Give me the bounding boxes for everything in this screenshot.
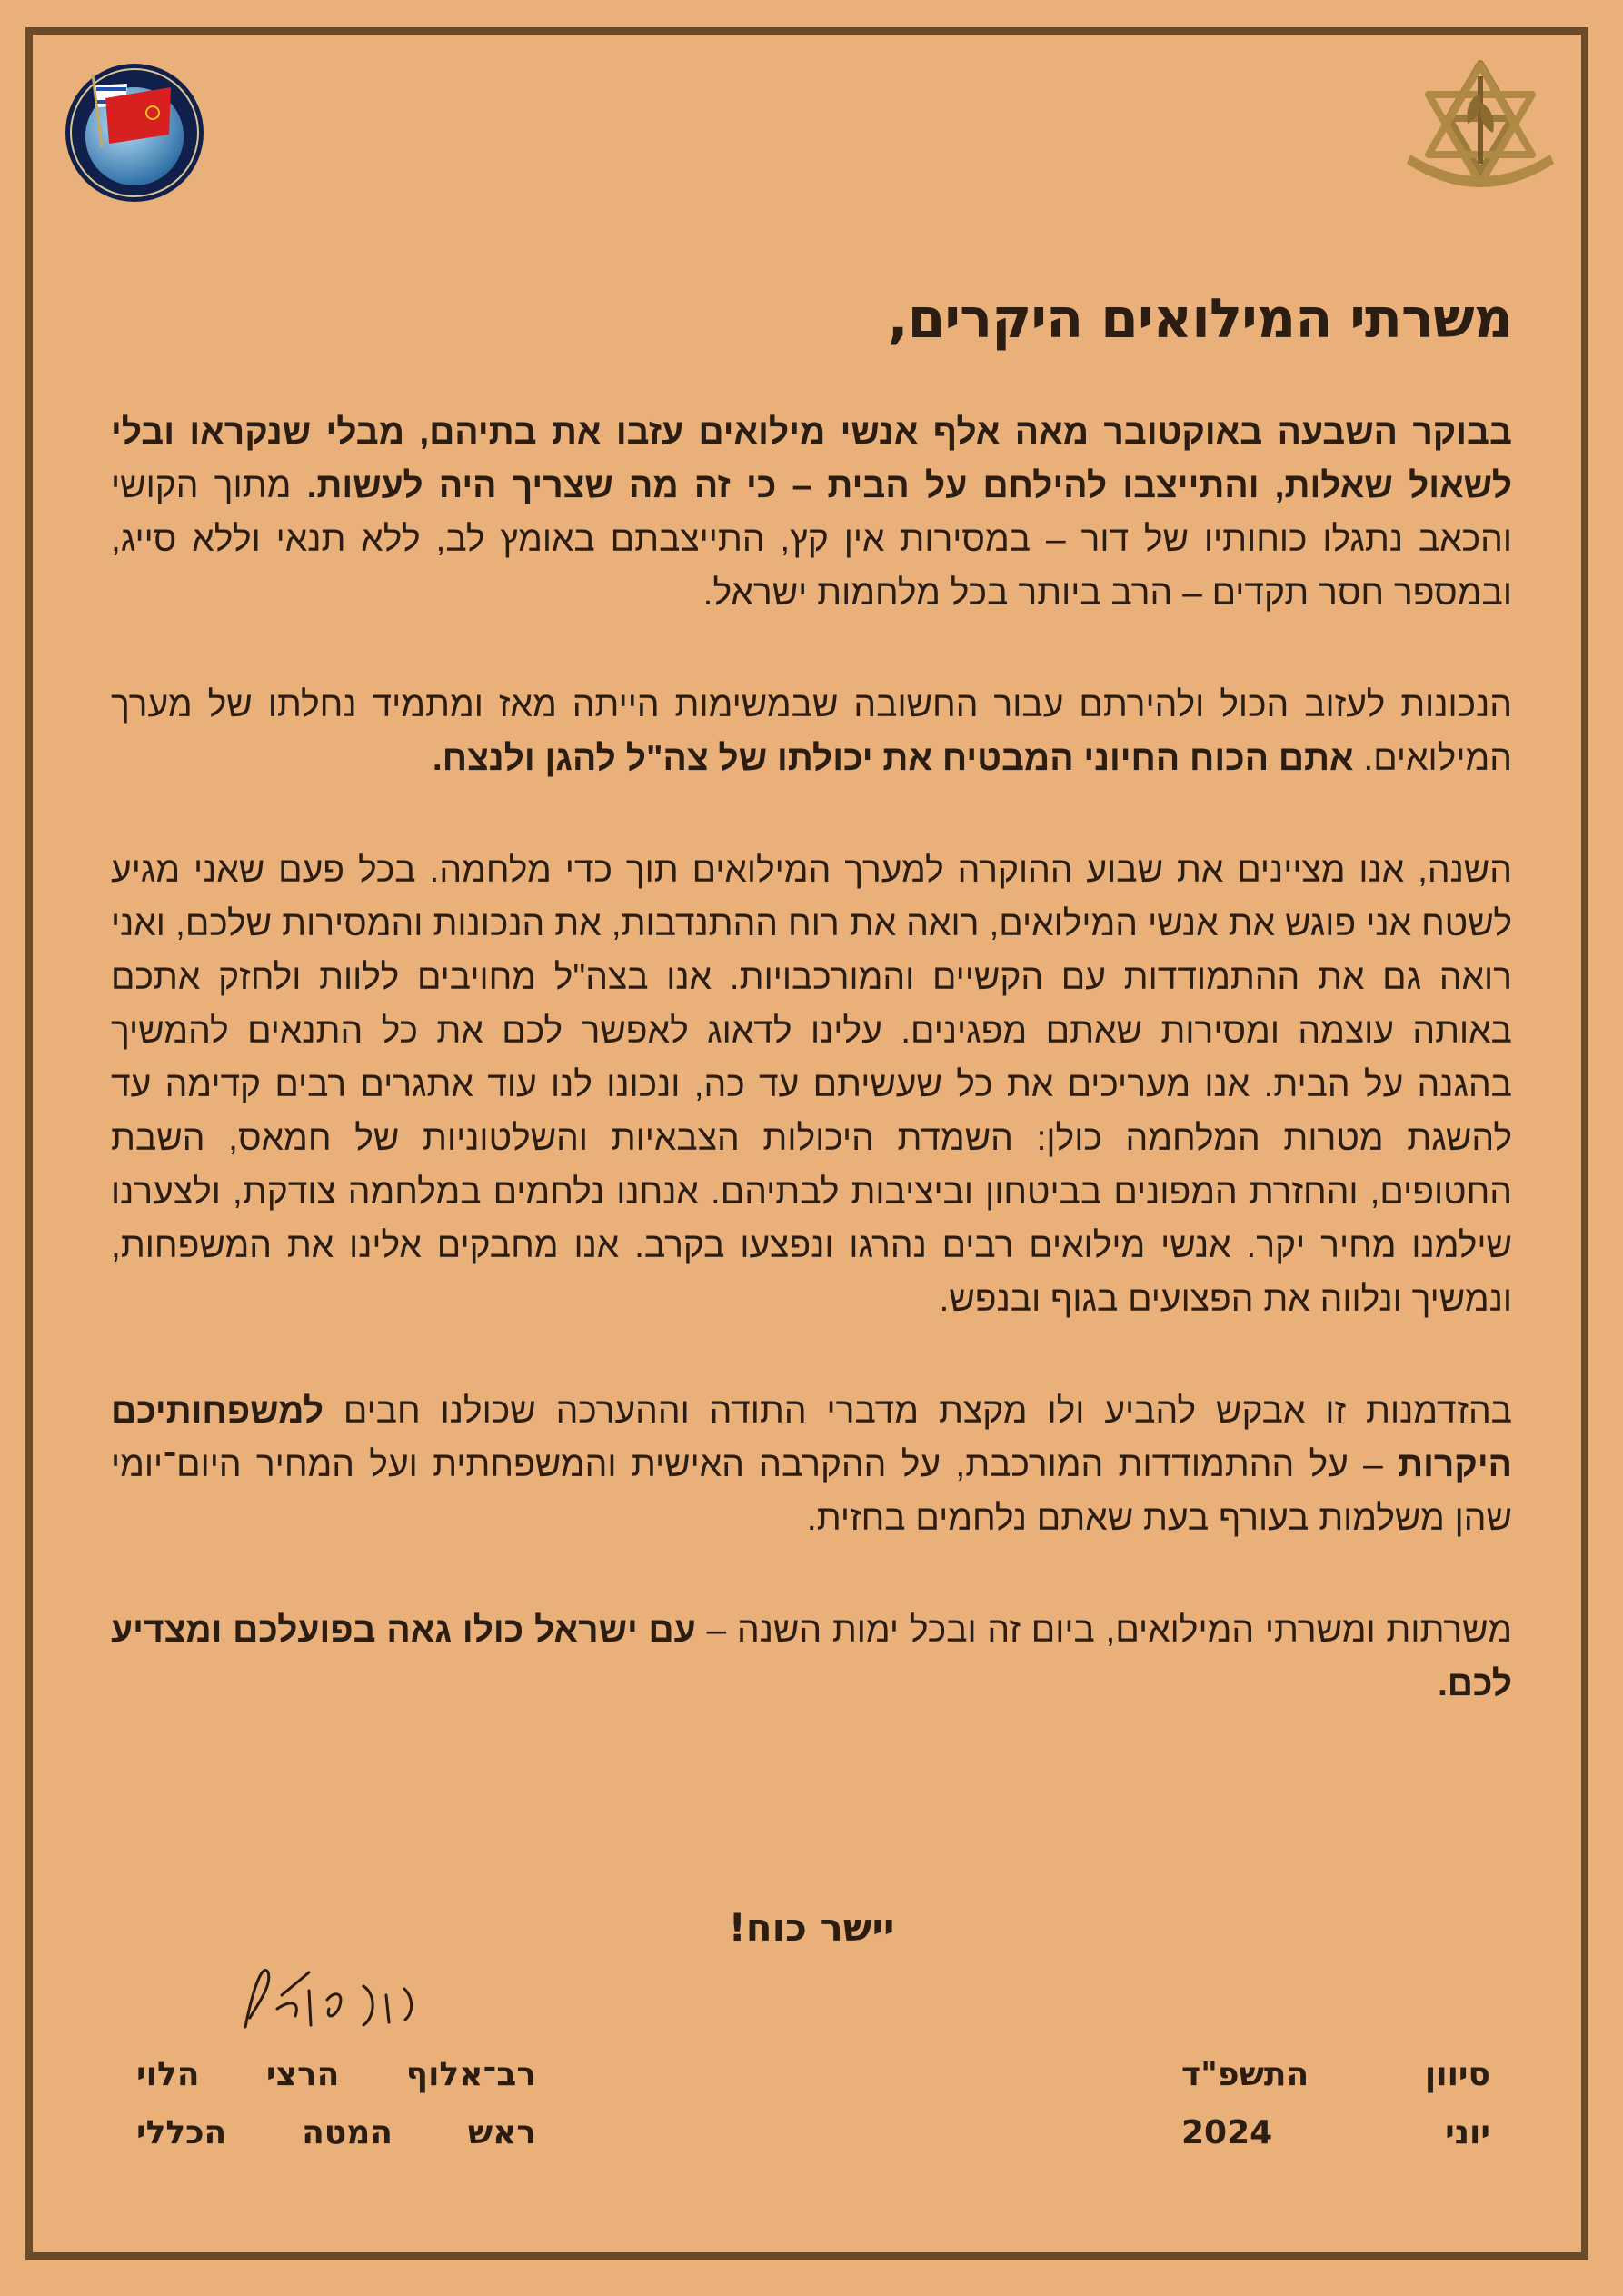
paragraph-5-bold: עם ישראל כולו גאה בפועלכם ומצדיע לכם. — [111, 1611, 1512, 1703]
closing-line: יישר כוח! — [728, 1905, 895, 1950]
paragraph-5-text: משרתות ומשרתי המילואים, ביום זה ובכל ימות השנה – — [695, 1611, 1512, 1650]
signature-title-1: ראש — [467, 2114, 536, 2151]
paragraph-4-bold: למשפחותיכם היקרות — [111, 1392, 1512, 1484]
signature-rank: רב־אלוף — [405, 2056, 536, 2093]
signature-title-2: המטה — [302, 2114, 393, 2151]
chief-of-staff-emblem-icon — [62, 60, 207, 205]
paragraph-3: השנה, אנו מציינים את שבוע ההוקרה למערך המילואים תוך כדי מלחמה. בכל פעם שאני מגיע לשטח אני פוגש את אנשי המילואים, רואה את רוח ההתנדבות, את הנכונות והמסירות שלכם, ואני רואה גם את ההתמודדות עם הקשיים והמורכבויות. אנו בצה"ל מחויבים ללוות ולחזק אתכם באותה עוצמה ומסירות שאתם מפגינים. עלינו לדאוג לאפשר לכם את כל התנאים להמשיך בהגנה על הבית. אנו מעריכים את כל שעשיתם עד כה, ונכונו לנו עוד אתגרים רבים קדימה עד להשגת מטרות המלחמה כולן: השמדת היכולות הצבאיות והשלטוניות של חמאס, השבת החטופים, והחזרת המפונים בביטחון וביציבות לבתיהם. אנחנו נלחמים במלחמה צודקת, ולצערנו שילמנו מחיר יקר. אנשי מילואים רבים נהרגו ונפצעו בקרב. אנו מחבקים אלינו את המשפחות, ונמשיך ונלווה את הפצועים בגוף ובנפש. — [111, 851, 1512, 1319]
paragraph-4-start: בהזדמנות זו אבקש להביע ולו מקצת מדברי התודה וההערכה שכולנו חבים — [324, 1392, 1512, 1431]
paragraph-2 — [111, 678, 1512, 785]
hebrew-date-row — [1181, 2056, 1490, 2093]
hebrew-year: התשפ"ד — [1181, 2056, 1309, 2093]
letter-heading: משרתי המילואים היקרים, — [887, 287, 1512, 351]
gregorian-year: 2024 — [1181, 2114, 1273, 2151]
signature-name-row — [136, 2056, 536, 2093]
handwritten-signature-icon — [227, 1945, 445, 2045]
idf-emblem-icon — [1398, 56, 1563, 213]
signature-first-name: הרצי — [265, 2056, 340, 2093]
signature-last-name: הלוי — [136, 2056, 200, 2093]
paragraph-1 — [111, 405, 1512, 620]
gregorian-month: יוני — [1445, 2114, 1490, 2151]
paragraph-1-text: מתוך הקושי והכאב נתגלו כוחותיו של דור – במסירות אין קץ, התייצבתם באומץ לב, ללא תנאי וללא סייג, ובמספר חסר תקדים – הרב ביותר בכל מלחמות ישראל. — [111, 466, 1512, 613]
paragraph-4-text: – על ההתמודדות המורכבת, על ההקרבה האישית והמשפחתית ועל המחיר היום־יומי שהן משלמות בעורף בעת שאתם נלחמים בחזית. — [111, 1445, 1512, 1538]
paragraph-4 — [111, 1384, 1512, 1545]
signature-title-row — [136, 2114, 536, 2151]
paragraph-2-bold: אתם הכוח החיוני המבטיח את יכולתו של צה"ל להגן ולנצח. — [432, 739, 1354, 778]
letter-body — [111, 289, 1512, 1769]
hebrew-month: סיוון — [1424, 2056, 1490, 2093]
paragraph-2-text: הנכונות לעזוב הכול ולהירתם עבור החשובה שבמשימות הייתה מאז ומתמיד נחלתו של מערך המילואים. — [111, 685, 1512, 778]
gregorian-date-row — [1181, 2114, 1490, 2151]
signature-title-3: הכללי — [136, 2114, 227, 2151]
paragraph-5 — [111, 1603, 1512, 1711]
paragraph-1-bold: בבוקר השבעה באוקטובר מאה אלף אנשי מילואים עזבו את בתיהם, מבלי שנקראו ובלי לשאול שאלות, והתייצבו להילחם על הבית – כי זה מה שצריך היה לעשות. — [111, 413, 1512, 505]
